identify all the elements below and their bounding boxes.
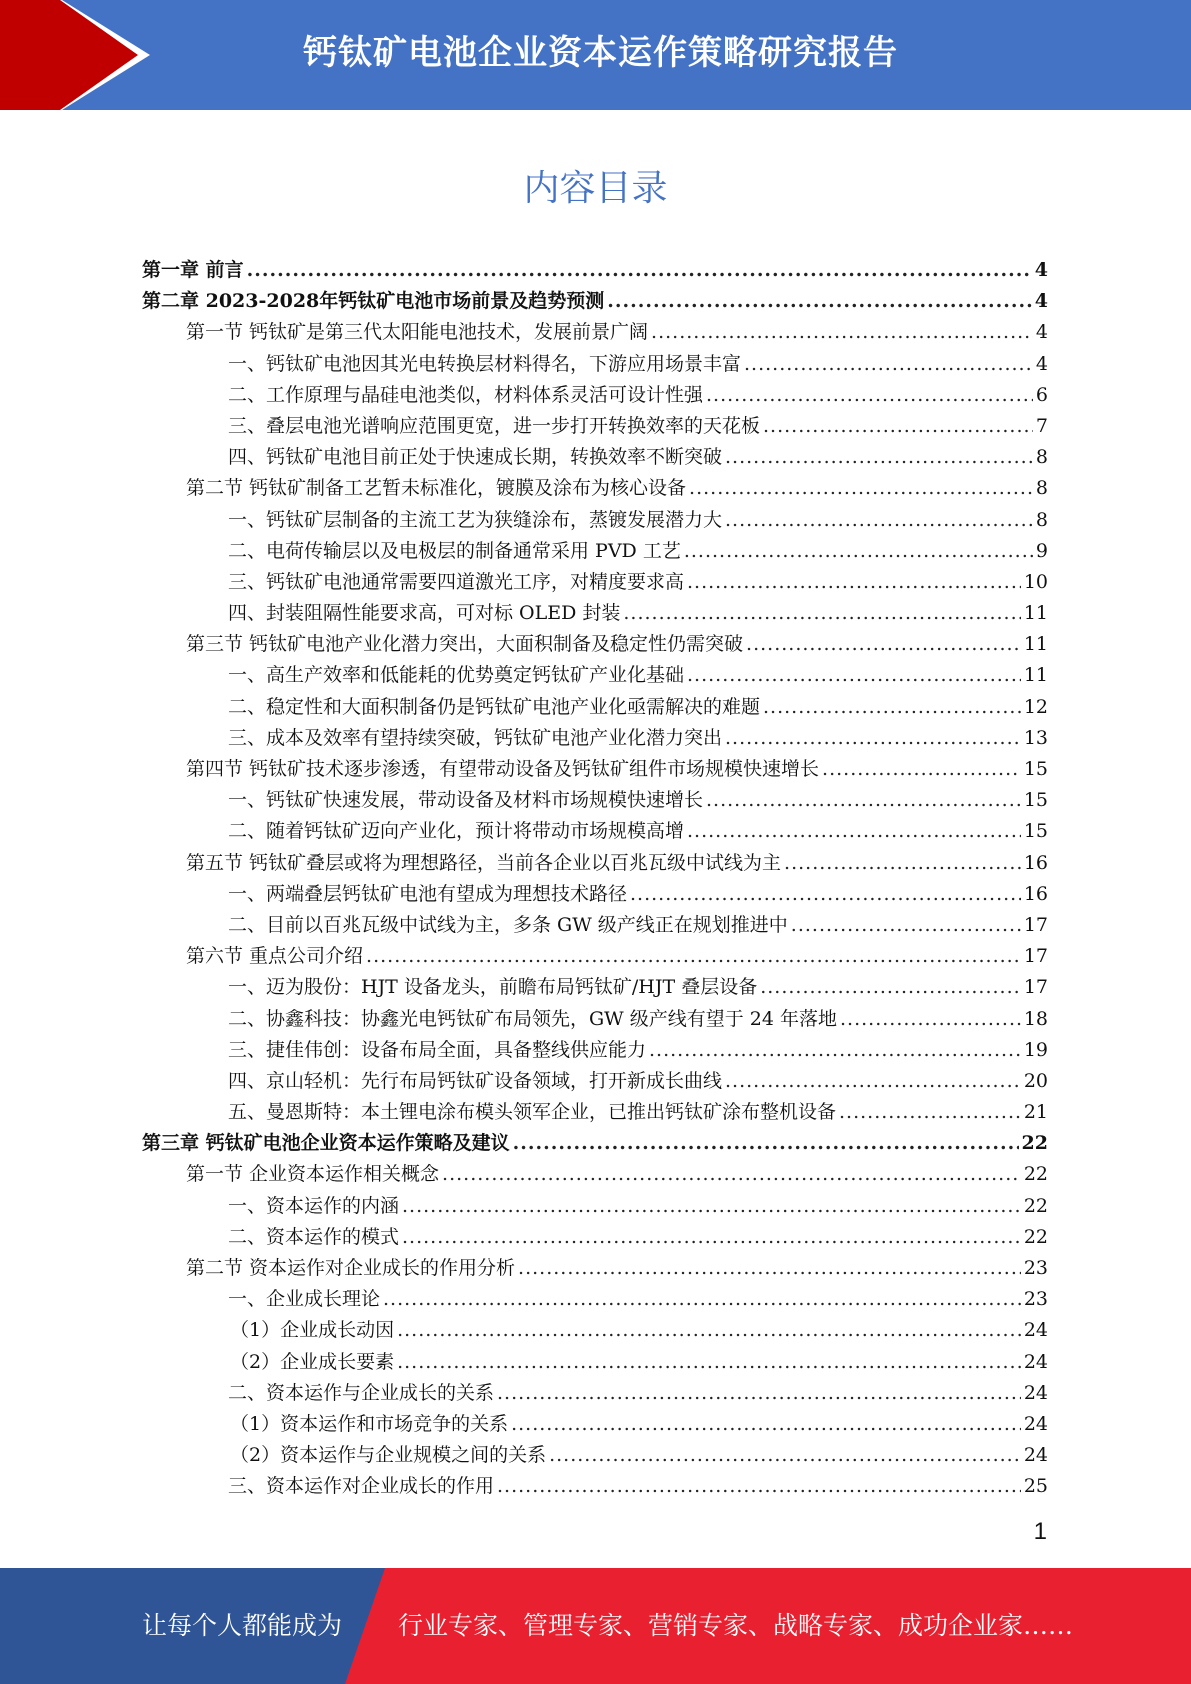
toc-entry[interactable] [142, 723, 1048, 754]
toc-leader-dots [247, 259, 1032, 281]
toc-leader-dots [397, 1319, 1021, 1341]
toc-entry-page: 13 [1023, 726, 1048, 749]
toc-entry[interactable] [142, 442, 1048, 473]
toc-entry-page: 23 [1023, 1257, 1048, 1279]
toc-entry-title: 一、两端叠层钙钛矿电池有望成为理想技术路径 [228, 882, 628, 905]
toc-entry-page: 16 [1023, 882, 1048, 905]
toc-leader-dots [402, 1226, 1021, 1248]
toc-entry-page: 12 [1023, 695, 1048, 718]
toc-entry-title: 第一节 钙钛矿是第三代太阳能电池技术，发展前景广阔 [186, 321, 649, 344]
toc-leader-dots [518, 1257, 1021, 1279]
toc-leader-dots [651, 321, 1033, 343]
toc-leader-dots [744, 353, 1033, 375]
toc-entry-page: 17 [1023, 945, 1048, 968]
toc-entry-page: 11 [1023, 664, 1048, 687]
toc-leader-dots [497, 1382, 1021, 1404]
toc-entry[interactable] [142, 286, 1048, 317]
toc-leader-dots [630, 883, 1021, 905]
toc-entry-title: 第一节 企业资本运作相关概念 [186, 1163, 440, 1186]
toc-entry[interactable] [142, 505, 1048, 536]
toc-entry-title: 二、资本运作与企业成长的关系 [228, 1381, 495, 1404]
toc-leader-dots [706, 789, 1021, 811]
toc-leader-dots [791, 914, 1021, 936]
toc-entry-page: 4 [1035, 321, 1048, 344]
toc-entry-page: 24 [1023, 1444, 1048, 1467]
toc-entry[interactable] [142, 848, 1048, 879]
toc-entry[interactable] [142, 972, 1048, 1003]
toc-entry-title: 一、高生产效率和低能耗的优势奠定钙钛矿产业化基础 [228, 664, 685, 687]
toc-entry-page: 25 [1023, 1475, 1048, 1498]
toc-entry[interactable] [142, 380, 1048, 411]
toc-leader-dots [442, 1163, 1021, 1185]
toc-entry-page: 21 [1023, 1101, 1048, 1124]
toc-entry-page: 8 [1035, 477, 1048, 500]
toc-entry[interactable] [142, 1253, 1048, 1284]
toc-leader-dots [760, 976, 1021, 998]
toc-entry[interactable] [142, 255, 1048, 286]
toc-leader-dots [513, 1132, 1019, 1154]
toc-entry-title: 第三节 钙钛矿电池产业化潜力突出，大面积制备及稳定性仍需突破 [186, 633, 744, 656]
toc-entry-page: 8 [1035, 446, 1048, 469]
toc-leader-dots [725, 446, 1033, 468]
toc-entry[interactable] [142, 1440, 1048, 1471]
toc-entry-title: 一、资本运作的内涵 [228, 1194, 400, 1217]
toc-leader-dots [549, 1444, 1021, 1466]
toc-leader-dots [397, 1351, 1021, 1373]
toc-entry[interactable] [142, 941, 1048, 972]
toc-entry-page: 11 [1023, 602, 1048, 625]
toc-entry-title: 第一章 前言 [142, 259, 244, 281]
toc-entry-page: 6 [1035, 383, 1048, 406]
toc-leader-dots [687, 664, 1021, 686]
toc-entry-page: 22 [1023, 1225, 1048, 1248]
toc-entry[interactable] [142, 473, 1048, 504]
toc-entry-title: 三、资本运作对企业成长的作用 [228, 1475, 495, 1498]
toc-leader-dots [822, 758, 1021, 780]
toc-leader-dots [402, 1195, 1021, 1217]
toc-entry-title: 第二章 2023-2028年钙钛矿电池市场前景及趋势预测 [142, 290, 605, 313]
toc-entry-title: 一、钙钛矿快速发展，带动设备及材料市场规模快速增长 [228, 789, 704, 812]
toc-entry-page: 24 [1023, 1350, 1048, 1373]
toc-entry[interactable] [142, 785, 1048, 816]
toc-entry[interactable] [142, 816, 1048, 847]
toc-leader-dots [383, 1288, 1021, 1310]
toc-leader-dots [784, 852, 1021, 874]
toc-entry-title: （1）资本运作和市场竞争的关系 [230, 1412, 509, 1435]
footer-tagline: 行业专家、管理专家、营销专家、战略专家、成功企业家…… [398, 1611, 1074, 1640]
toc-entry-title: 第四节 钙钛矿技术逐步渗透，有望带动设备及钙钛矿组件市场规模快速增长 [186, 758, 820, 780]
footer-slogan: 让每个人都能成为 [142, 1611, 343, 1640]
toc-entry[interactable] [142, 910, 1048, 941]
toc-entry-title: 二、目前以百兆瓦级中试线为主，多条 GW 级产线正在规划推进中 [228, 913, 788, 936]
toc-entry-title: 第三章 钙钛矿电池企业资本运作策略及建议 [142, 1132, 510, 1155]
toc-entry-page: 17 [1023, 976, 1048, 999]
toc-leader-dots [687, 571, 1021, 593]
toc-entry[interactable] [142, 411, 1048, 442]
toc-leader-dots [763, 696, 1021, 718]
toc-entry[interactable] [142, 567, 1048, 598]
toc-leader-dots [689, 477, 1033, 499]
toc-entry-page: 15 [1023, 820, 1048, 843]
toc-entry-page: 7 [1035, 414, 1048, 437]
toc-entry[interactable] [142, 1378, 1048, 1409]
toc-leader-dots [725, 509, 1033, 531]
toc-entry-title: 四、京山轻机：先行布局钙钛矿设备领域，打开新成长曲线 [228, 1069, 723, 1092]
toc-entry-page: 22 [1021, 1132, 1048, 1155]
toc-entry[interactable] [142, 1409, 1048, 1440]
toc-entry-title: 四、钙钛矿电池目前正处于快速成长期，转换效率不断突破 [228, 446, 723, 469]
toc-entry-title: 三、成本及效率有望持续突破，钙钛矿电池产业化潜力突出 [228, 726, 723, 749]
toc-leader-dots [684, 540, 1033, 562]
toc-entry-title: 三、叠层电池光谱响应范围更宽，进一步打开转换效率的天花板 [228, 414, 761, 437]
toc-entry-title: （2）企业成长要素 [230, 1350, 395, 1373]
toc-entry-title: 二、工作原理与晶硅电池类似，材料体系灵活可设计性强 [228, 383, 704, 406]
toc-entry-title: 五、曼恩斯特：本土锂电涂布模头领军企业，已推出钙钛矿涂布整机设备 [228, 1101, 837, 1124]
toc-entry-page: 4 [1034, 259, 1048, 281]
toc-leader-dots [746, 633, 1021, 655]
toc-entry-page: 19 [1023, 1038, 1048, 1061]
toc-entry-title: 一、迈为股份：HJT 设备龙头，前瞻布局钙钛矿/HJT 叠层设备 [228, 976, 758, 999]
toc-entry-title: 第六节 重点公司介绍 [186, 945, 364, 968]
toc-leader-dots [623, 602, 1020, 624]
toc-entry[interactable] [142, 1066, 1048, 1097]
toc-leader-dots [725, 727, 1021, 749]
toc-entry-title: 第五节 钙钛矿叠层或将为理想路径，当前各企业以百兆瓦级中试线为主 [186, 851, 782, 874]
toc-entry[interactable] [142, 349, 1048, 380]
toc-leader-dots [366, 945, 1021, 967]
toc-entry[interactable] [142, 1315, 1048, 1346]
toc-entry[interactable] [142, 692, 1048, 723]
toc-entry-page: 24 [1023, 1319, 1048, 1342]
toc-entry-title: 三、钙钛矿电池通常需要四道激光工序，对精度要求高 [228, 570, 685, 593]
toc-entry-page: 8 [1035, 508, 1048, 531]
toc-title: 内容目录 [523, 168, 668, 209]
toc-leader-dots [497, 1475, 1021, 1497]
toc-entry-title: 三、捷佳伟创：设备布局全面，具备整线供应能力 [228, 1038, 647, 1061]
toc-entry-title: 一、钙钛矿电池因其光电转换层材料得名，下游应用场景丰富 [228, 352, 742, 375]
toc-entry-title: 四、封装阻隔性能要求高，可对标 OLED 封装 [228, 602, 621, 625]
page-footer [0, 1568, 1191, 1684]
toc-entry-title: 一、企业成长理论 [228, 1288, 381, 1311]
toc-entry-title: （1）企业成长动因 [230, 1319, 395, 1342]
toc-leader-dots [607, 290, 1032, 312]
toc-entry[interactable] [142, 660, 1048, 691]
toc-leader-dots [706, 384, 1033, 406]
toc-entry-page: 15 [1023, 758, 1048, 780]
toc-leader-dots [511, 1413, 1021, 1435]
toc-leader-dots [725, 1070, 1021, 1092]
toc-entry[interactable] [142, 317, 1048, 348]
toc-leader-dots [839, 1101, 1021, 1123]
toc-entry[interactable] [142, 629, 1048, 660]
toc-entry[interactable] [142, 1159, 1048, 1190]
toc-entry-title: 二、随着钙钛矿迈向产业化，预计将带动市场规模高增 [228, 820, 685, 843]
toc-leader-dots [840, 1008, 1021, 1030]
toc-entry-title: 二、电荷传输层以及电极层的制备通常采用 PVD 工艺 [228, 539, 681, 562]
toc-entry-title: 二、协鑫科技：协鑫光电钙钛矿布局领先，GW 级产线有望于 24 年落地 [228, 1007, 838, 1030]
toc-entry-page: 9 [1035, 539, 1048, 562]
toc-leader-dots [649, 1039, 1021, 1061]
toc-entry[interactable] [142, 1284, 1048, 1315]
toc-entry-title: 一、钙钛矿层制备的主流工艺为狭缝涂布，蒸镀发展潜力大 [228, 508, 723, 531]
toc-entry-page: 22 [1023, 1194, 1048, 1217]
toc-leader-dots [763, 415, 1033, 437]
toc-leader-dots [687, 820, 1021, 842]
document-title: 钙钛矿电池企业资本运作策略研究报告 [303, 33, 898, 73]
toc-entry[interactable] [142, 1471, 1048, 1502]
toc-entry-page: 24 [1023, 1412, 1048, 1435]
toc-entry-page: 4 [1035, 352, 1048, 375]
toc-entry-page: 24 [1023, 1381, 1048, 1404]
toc-entry[interactable] [142, 1347, 1048, 1378]
toc-entry-title: 二、稳定性和大面积制备仍是钙钛矿电池产业化亟需解决的难题 [228, 695, 761, 718]
toc-entry[interactable] [142, 1097, 1048, 1128]
page-header [0, 0, 1191, 110]
toc-entry[interactable] [142, 879, 1048, 910]
toc-entry-page: 15 [1023, 789, 1048, 812]
toc-entry-page: 23 [1023, 1288, 1048, 1311]
toc-entry-title: 第二节 钙钛矿制备工艺暂未标准化，镀膜及涂布为核心设备 [186, 477, 687, 500]
toc-entry-page: 17 [1023, 913, 1048, 936]
toc-entry[interactable] [142, 1128, 1048, 1159]
toc-entry-page: 22 [1023, 1163, 1048, 1186]
toc-entry-page: 18 [1023, 1007, 1048, 1030]
toc-entry[interactable] [142, 1004, 1048, 1035]
toc-entry[interactable] [142, 1222, 1048, 1253]
page-number: 1 [1033, 1518, 1047, 1545]
toc-entry-page: 10 [1023, 570, 1048, 593]
toc-entry-title: （2）资本运作与企业规模之间的关系 [230, 1444, 547, 1467]
toc-entry-title: 第二节 资本运作对企业成长的作用分析 [186, 1257, 516, 1279]
toc-entry[interactable] [142, 754, 1048, 785]
toc-entry-title: 二、资本运作的模式 [228, 1225, 400, 1248]
toc-entry[interactable] [142, 598, 1048, 629]
toc-entry[interactable] [142, 536, 1048, 567]
toc-entry-page: 11 [1023, 633, 1048, 656]
toc-entry-page: 20 [1023, 1069, 1048, 1092]
toc-entry[interactable] [142, 1035, 1048, 1066]
table-of-contents [142, 255, 1048, 1503]
toc-entry[interactable] [142, 1191, 1048, 1222]
toc-entry-page: 4 [1034, 290, 1048, 313]
toc-entry-page: 16 [1023, 851, 1048, 874]
